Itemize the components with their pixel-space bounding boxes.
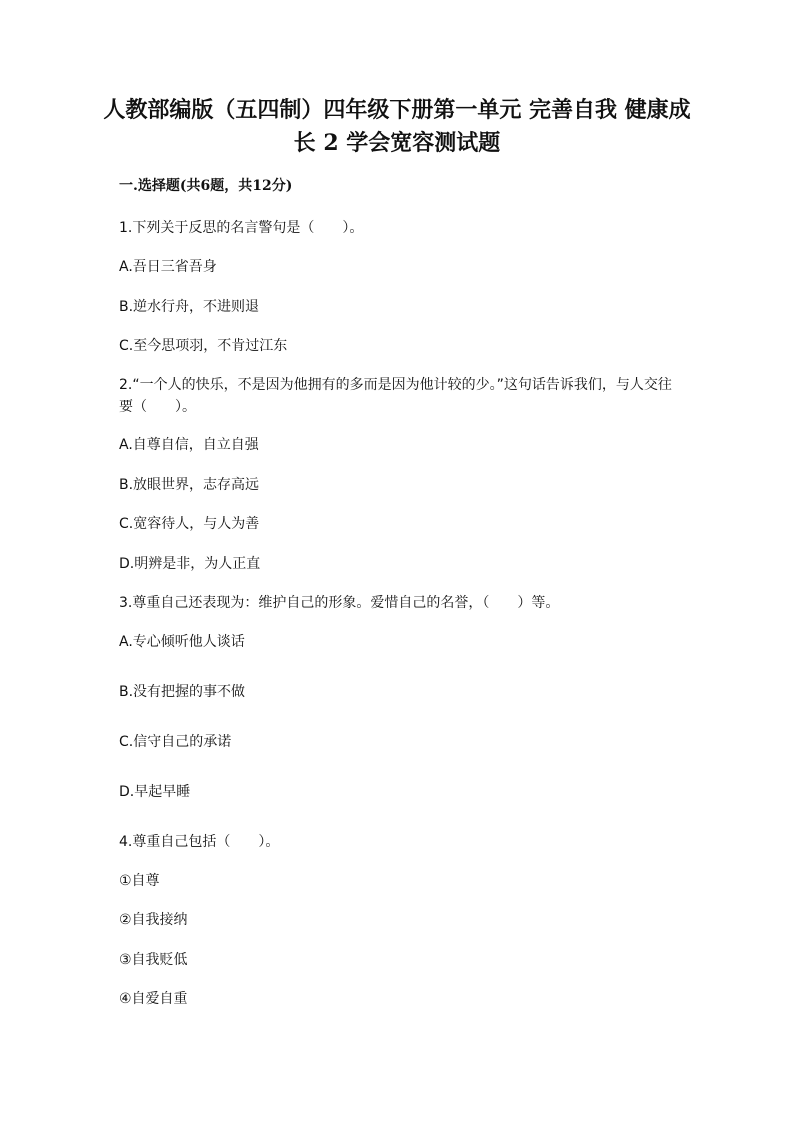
question-1-option-a: A.吾日三省吾身 [119,259,217,275]
question-3-option-b: B.没有把握的事不做 [119,684,246,700]
question-3-option-c: C.信守自己的承诺 [119,734,232,750]
question-1-option-c: C.至今思项羽，不肯过江东 [119,338,288,354]
question-4-option-4: ④自爱自重 [119,991,188,1007]
question-1-stem: 1.下列关于反思的名言警句是（ ）。 [119,220,364,236]
question-3-option-d: D.早起早睡 [119,784,191,800]
question-4-option-3: ③自我贬低 [119,952,188,968]
question-2-option-d: D.明辨是非，为人正直 [119,556,261,572]
question-4-option-2: ②自我接纳 [119,912,188,928]
question-2-stem: 2.“一个人的快乐，不是因为他拥有的多而是因为他计较的少。”这句话告诉我们，与人交往要（ ）。 [119,377,672,415]
question-2-option-b: B.放眼世界，志存高远 [119,477,260,493]
question-1-option-b: B.逆水行舟，不进则退 [119,299,260,315]
question-2-option-a: A.自尊自信，自立自强 [119,437,259,453]
document-title: 人教部编版（五四制）四年级下册第一单元 完善自我 健康成长 2 学会宽容测试题 [103,97,691,156]
question-3-option-a: A.专心倾听他人谈话 [119,634,245,650]
question-2-option-c: C.宽容待人，与人为善 [119,516,260,532]
question-4-option-1: ①自尊 [119,873,160,889]
question-4-stem: 4.尊重自己包括（ ）。 [119,834,280,850]
section-heading: 一.选择题(共6题，共12分) [119,178,293,194]
question-3-stem: 3.尊重自己还表现为：维护自己的形象。爱惜自己的名誉，（ ）等。 [119,595,560,611]
